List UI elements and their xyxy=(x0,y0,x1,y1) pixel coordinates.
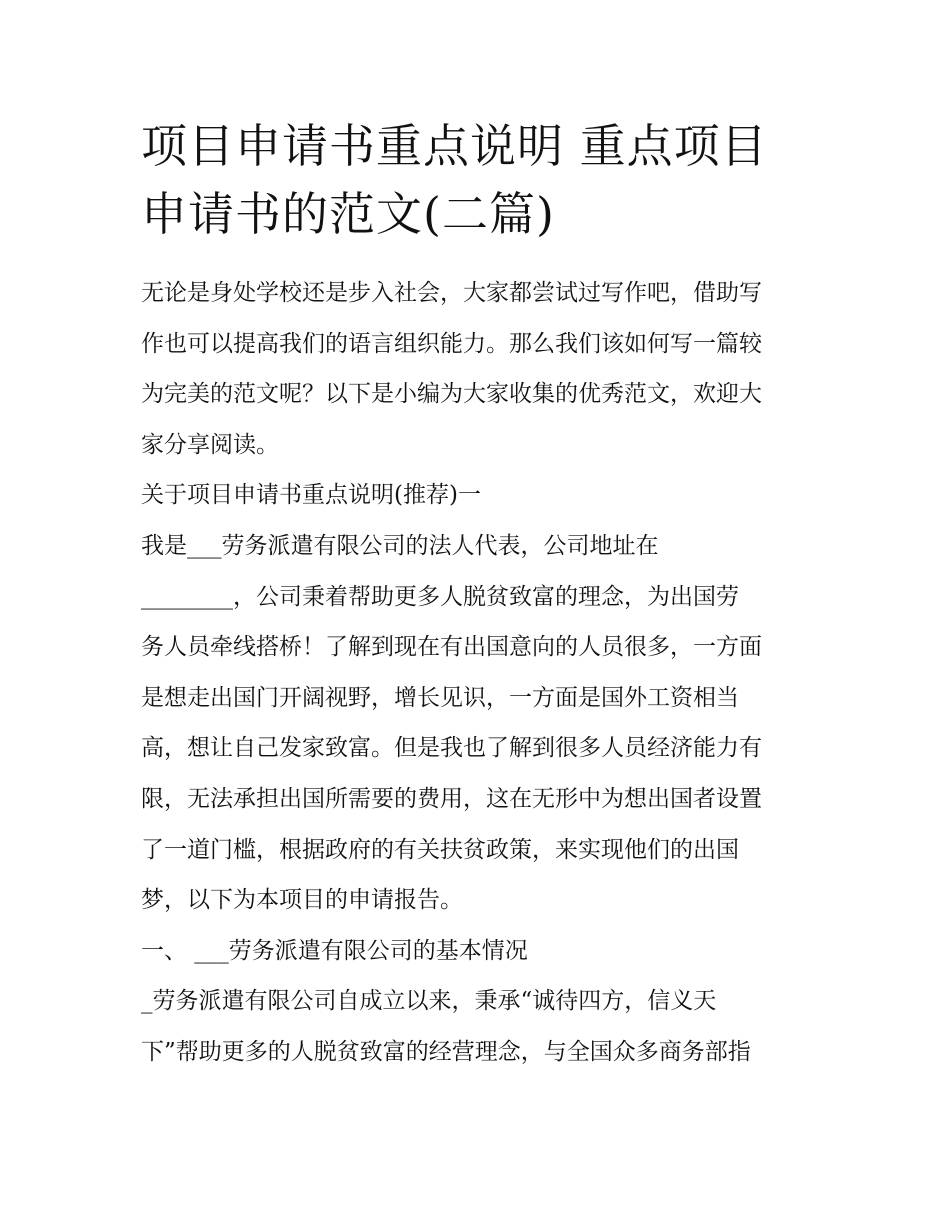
body-line-4: 是想走出国门开阔视野，增长见识，一方面是国外工资相当 xyxy=(141,684,739,711)
subsection-heading: 一、 ___劳务派遣有限公司的基本情况 xyxy=(141,937,528,964)
title-line-1: 项目申请书重点说明 重点项目 xyxy=(141,119,768,173)
body-line-6: 限，无法承担出国所需要的费用，这在无形中为想出国者设置 xyxy=(141,785,762,812)
body-line-9: _劳务派遣有限公司自成立以来，秉承“诚待四方，信义天 xyxy=(141,988,717,1015)
body-line-3: 务人员牵线搭桥！了解到现在有出国意向的人员很多，一方面 xyxy=(141,634,762,661)
document-page xyxy=(141,112,813,1078)
section-heading: 关于项目申请书重点说明(推荐)一 xyxy=(141,482,481,509)
body-line-7: 了一道门槛，根据政府的有关扶贫政策，来实现他们的出国 xyxy=(141,836,739,863)
body-line-10: 下”帮助更多的人脱贫致富的经营理念，与全国众多商务部指 xyxy=(141,1038,751,1065)
body-line-1: 我是___劳务派遣有限公司的法人代表，公司地址在 xyxy=(141,532,659,559)
intro-line-1: 无论是身处学校还是步入社会，大家都尝试过写作吧，借助写 xyxy=(141,280,762,306)
body-line-2: ________，公司秉着帮助更多人脱贫致富的理念，为出国劳 xyxy=(141,583,739,610)
body-line-5: 高，想让自己发家致富。但是我也了解到很多人员经济能力有 xyxy=(141,735,762,762)
intro-line-4: 家分享阅读。 xyxy=(141,431,279,458)
document-title xyxy=(141,112,813,248)
body-line-8: 梦，以下为本项目的申请报告。 xyxy=(141,887,463,914)
document-body xyxy=(141,268,813,1078)
intro-line-2: 作也可以提高我们的语言组织能力。那么我们该如何写一篇较 xyxy=(141,330,762,357)
intro-line-3: 为完美的范文呢？以下是小编为大家收集的优秀范文，欢迎大 xyxy=(141,381,762,408)
title-line-2: 申请书的范文(二篇) xyxy=(141,187,555,241)
